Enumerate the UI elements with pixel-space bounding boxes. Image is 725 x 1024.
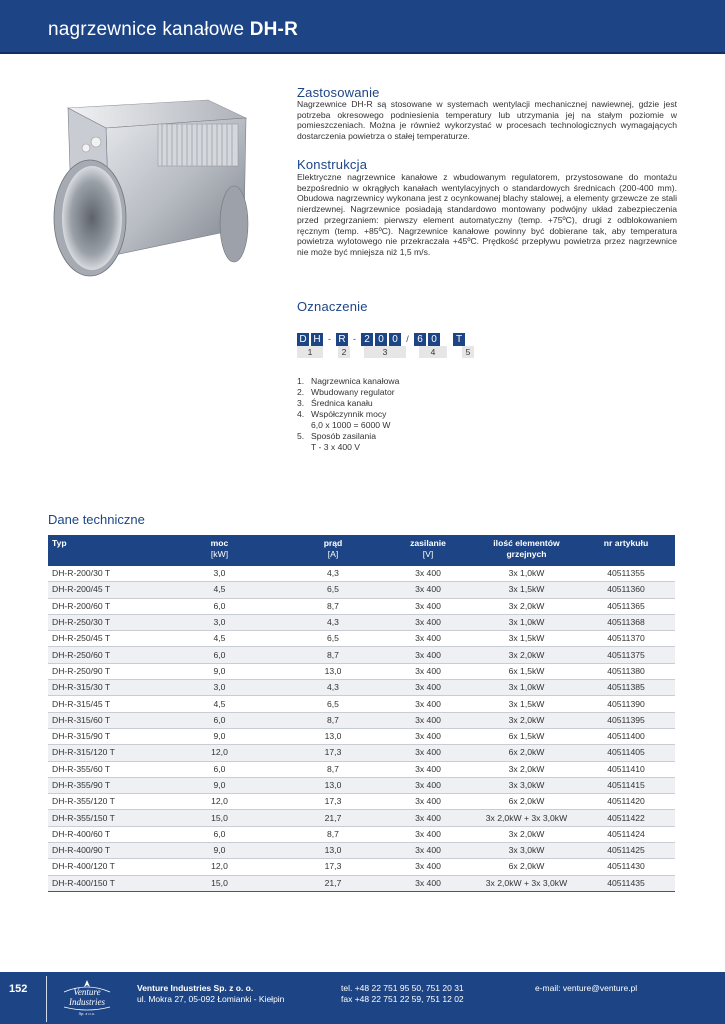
table-row	[48, 826, 675, 842]
table-cell: 6,0	[153, 598, 286, 614]
legend-item: 2. Wbudowany regulator	[297, 387, 395, 397]
table-cell: DH-R-355/150 T	[48, 810, 153, 826]
table-cell: 3x 1,5kW	[476, 696, 577, 712]
table-row	[48, 761, 675, 777]
table-cell: 3x 2,0kW + 3x 3,0kW	[476, 810, 577, 826]
table-cell: 3x 400	[380, 843, 476, 859]
table-cell: 6,5	[286, 696, 380, 712]
page-title-light: nagrzewnice kanałowe	[48, 19, 245, 40]
page-number: 152	[9, 983, 28, 995]
table-cell: 6,0	[153, 761, 286, 777]
section-text-konstrukcja: Elektryczne nagrzewnice kanałowe z wbudowanym regulatorem, przystosowane do montażu bezpośrednio w okrągłych kanałach wentylacyjnych o standardowych średnicach (200-400 mm). Obudowa nagrzewnicy wykonana jest z ocynkowanej blachy stalowej, a elementy grzewcze ze stali nierdzewnej. Nagrzewnice posiadają standardowo montowany podwójny układ zabezpieczenia przed przegrzaniem: pierwszy element automatyczny (temp. +75ºC), drugi z odblokowaniem ręcznym (temp. +85ºC). Nagrzewnice kanałowe powinny być dobierane tak, aby temperatura powietrza wylotowego nie przekraczała +45ºC. Prędkość przepływu powietrza przez nagrzewnice nie może być mniejsza niż 1,5 m/s.	[297, 172, 677, 257]
designation-code	[297, 332, 467, 346]
table-cell: 17,3	[286, 794, 380, 810]
table-cell: 13,0	[286, 728, 380, 744]
column-header-prad: prąd [A]	[286, 535, 380, 566]
table-cell: DH-R-400/150 T	[48, 875, 153, 891]
section-heading-zastosowanie: Zastosowanie	[297, 85, 380, 100]
table-cell: 17,3	[286, 859, 380, 875]
table-cell: 6,5	[286, 582, 380, 598]
page-footer	[0, 972, 725, 1024]
code-separator: -	[328, 334, 331, 344]
table-cell: DH-R-200/45 T	[48, 582, 153, 598]
table-cell: 3x 400	[380, 810, 476, 826]
table-cell: DH-R-355/120 T	[48, 794, 153, 810]
table-cell: 40511422	[577, 810, 675, 826]
code-box: R	[336, 333, 348, 346]
table-cell: 13,0	[286, 663, 380, 679]
table-cell: DH-R-250/45 T	[48, 631, 153, 647]
table-cell: 3x 400	[380, 794, 476, 810]
table-row	[48, 566, 675, 582]
table-cell: 12,0	[153, 794, 286, 810]
column-header-moc: moc [kW]	[153, 535, 286, 566]
table-cell: DH-R-315/60 T	[48, 712, 153, 728]
venture-logo	[56, 978, 118, 1018]
table-cell: 3x 1,5kW	[476, 582, 577, 598]
code-number: 2	[338, 346, 350, 358]
column-header-zasilanie: zasilanie [V]	[380, 535, 476, 566]
table-body	[48, 566, 675, 891]
table-cell: DH-R-250/30 T	[48, 614, 153, 630]
tech-data-table	[48, 535, 675, 892]
table-cell: 4,3	[286, 566, 380, 582]
designation-numbers	[297, 346, 497, 358]
table-cell: 9,0	[153, 663, 286, 679]
table-cell: 3x 3,0kW	[476, 843, 577, 859]
code-box: 0	[428, 333, 440, 346]
table-cell: 40511435	[577, 875, 675, 891]
legend-subitem: 6,0 x 1000 = 6000 W	[311, 420, 391, 430]
table-cell: 40511390	[577, 696, 675, 712]
table-cell: 4,3	[286, 680, 380, 696]
table-cell: 40511420	[577, 794, 675, 810]
table-cell: 6,0	[153, 712, 286, 728]
table-row	[48, 745, 675, 761]
table-cell: DH-R-400/90 T	[48, 843, 153, 859]
table-row	[48, 794, 675, 810]
table-header-row	[48, 535, 675, 566]
table-cell: 17,3	[286, 745, 380, 761]
table-cell: 3x 2,0kW	[476, 647, 577, 663]
table-cell: 4,5	[153, 582, 286, 598]
section-heading-oznaczenie: Oznaczenie	[297, 299, 368, 314]
page-title	[48, 19, 298, 41]
table-cell: 3,0	[153, 566, 286, 582]
svg-text:Venture: Venture	[73, 987, 101, 997]
table-cell: 6x 1,5kW	[476, 728, 577, 744]
table-row	[48, 696, 675, 712]
table-cell: 3x 400	[380, 696, 476, 712]
table-cell: 3x 3,0kW	[476, 777, 577, 793]
table-cell: 13,0	[286, 843, 380, 859]
table-cell: 3x 1,0kW	[476, 680, 577, 696]
column-header-typ: Typ	[48, 535, 153, 566]
table-cell: 3x 400	[380, 761, 476, 777]
tech-data-heading: Dane techniczne	[48, 512, 145, 527]
table-cell: DH-R-355/90 T	[48, 777, 153, 793]
table-cell: 3x 400	[380, 598, 476, 614]
table-cell: 3x 1,0kW	[476, 614, 577, 630]
product-photo	[38, 96, 288, 281]
table-cell: DH-R-400/120 T	[48, 859, 153, 875]
table-cell: 3x 400	[380, 582, 476, 598]
table-cell: 3x 400	[380, 614, 476, 630]
svg-text:Sp. z o.o.: Sp. z o.o.	[78, 1011, 96, 1016]
company-name: Venture Industries Sp. z o. o.	[137, 983, 254, 993]
table-cell: 40511400	[577, 728, 675, 744]
column-header-elementy: ilość elementów grzejnych	[476, 535, 577, 566]
table-cell: 6,0	[153, 647, 286, 663]
table-cell: 3,0	[153, 680, 286, 696]
table-cell: 40511360	[577, 582, 675, 598]
table-cell: 6,5	[286, 631, 380, 647]
table-cell: 3x 2,0kW	[476, 761, 577, 777]
table-cell: 40511380	[577, 663, 675, 679]
table-row	[48, 875, 675, 891]
table-row	[48, 582, 675, 598]
table-row	[48, 712, 675, 728]
company-email: e-mail: venture@venture.pl	[535, 983, 638, 993]
table-cell: 3x 400	[380, 566, 476, 582]
table-row	[48, 647, 675, 663]
table-cell: 3x 400	[380, 663, 476, 679]
table-cell: 40511368	[577, 614, 675, 630]
table-cell: 40511424	[577, 826, 675, 842]
table-cell: 3x 400	[380, 631, 476, 647]
table-cell: 21,7	[286, 810, 380, 826]
code-box: H	[311, 333, 323, 346]
table-cell: 3x 1,5kW	[476, 631, 577, 647]
page-title-bold: DH-R	[249, 19, 299, 40]
company-fax: fax +48 22 751 22 59, 751 12 02	[341, 994, 464, 1004]
table-cell: 3x 400	[380, 712, 476, 728]
table-row	[48, 728, 675, 744]
table-cell: 3x 400	[380, 826, 476, 842]
footer-divider	[46, 976, 47, 1022]
table-cell: DH-R-250/90 T	[48, 663, 153, 679]
table-cell: 3x 2,0kW + 3x 3,0kW	[476, 875, 577, 891]
table-cell: 12,0	[153, 859, 286, 875]
table-cell: 40511395	[577, 712, 675, 728]
code-separator: -	[353, 334, 356, 344]
table-cell: 3x 2,0kW	[476, 598, 577, 614]
legend-item: 3. Średnica kanału	[297, 398, 373, 408]
code-number: 1	[297, 346, 323, 358]
table-cell: 3,0	[153, 614, 286, 630]
table-cell: 40511375	[577, 647, 675, 663]
code-box: 0	[389, 333, 401, 346]
table-cell: 8,7	[286, 647, 380, 663]
table-cell: 40511385	[577, 680, 675, 696]
table-cell: 13,0	[286, 777, 380, 793]
table-row	[48, 843, 675, 859]
table-cell: 15,0	[153, 810, 286, 826]
table-cell: DH-R-315/120 T	[48, 745, 153, 761]
table-cell: 21,7	[286, 875, 380, 891]
table-row	[48, 598, 675, 614]
table-cell: 40511365	[577, 598, 675, 614]
table-cell: 3x 400	[380, 777, 476, 793]
table-cell: 40511370	[577, 631, 675, 647]
table-row	[48, 859, 675, 875]
table-cell: 40511425	[577, 843, 675, 859]
table-cell: 40511355	[577, 566, 675, 582]
table-row	[48, 680, 675, 696]
table-row	[48, 631, 675, 647]
table-cell: 4,5	[153, 631, 286, 647]
header-rule	[0, 52, 725, 54]
table-cell: 3x 2,0kW	[476, 826, 577, 842]
designation-legend	[297, 376, 399, 453]
table-cell: DH-R-200/60 T	[48, 598, 153, 614]
table-cell: 3x 400	[380, 859, 476, 875]
table-cell: DH-R-250/60 T	[48, 647, 153, 663]
table-cell: 40511415	[577, 777, 675, 793]
heatsink-fins	[158, 124, 238, 166]
table-cell: 4,5	[153, 696, 286, 712]
table-cell: 6x 2,0kW	[476, 745, 577, 761]
code-separator: /	[406, 334, 409, 344]
table-cell: DH-R-315/45 T	[48, 696, 153, 712]
code-number: 5	[462, 346, 474, 358]
table-cell: 6x 2,0kW	[476, 859, 577, 875]
table-cell: 8,7	[286, 598, 380, 614]
table-row	[48, 810, 675, 826]
company-phone: tel. +48 22 751 95 50, 751 20 31	[341, 983, 464, 993]
table-cell: 8,7	[286, 712, 380, 728]
table-cell: DH-R-400/60 T	[48, 826, 153, 842]
code-box: T	[453, 333, 465, 346]
svg-text:Industries: Industries	[69, 997, 105, 1007]
table-cell: 3x 400	[380, 728, 476, 744]
legend-item: 4. Współczynnik mocy	[297, 409, 387, 419]
column-header-artykul: nr artykułu	[577, 535, 675, 566]
table-cell: 6x 2,0kW	[476, 794, 577, 810]
legend-subitem: T - 3 x 400 V	[311, 442, 361, 452]
table-cell: 4,3	[286, 614, 380, 630]
table-cell: 40511405	[577, 745, 675, 761]
table-cell: 9,0	[153, 777, 286, 793]
table-cell: 3x 1,0kW	[476, 566, 577, 582]
table-cell: DH-R-355/60 T	[48, 761, 153, 777]
table-row	[48, 663, 675, 679]
page-header	[0, 0, 725, 52]
company-address: ul. Mokra 27, 05-092 Łomianki - Kiełpin	[137, 994, 285, 1004]
section-heading-konstrukcja: Konstrukcja	[297, 157, 368, 172]
code-number: 4	[419, 346, 447, 358]
section-text-zastosowanie: Nagrzewnice DH-R są stosowane w systemach wentylacji mechanicznej nawiewnej, gdzie jest potrzeba okresowego podniesienia temperatury lub utrzymania jej na stałym poziomie w pomieszczeniach. Można je również wykorzystać w procesach technologicznych wymagających dostarczenia powietrza o stałej temperaturze.	[297, 99, 677, 142]
table-cell: 6,0	[153, 826, 286, 842]
code-box: 2	[361, 333, 373, 346]
table-cell: 3x 400	[380, 875, 476, 891]
table-cell: DH-R-200/30 T	[48, 566, 153, 582]
code-box: D	[297, 333, 309, 346]
table-cell: 3x 400	[380, 680, 476, 696]
table-cell: 9,0	[153, 728, 286, 744]
code-number: 3	[364, 346, 406, 358]
table-cell: 6x 1,5kW	[476, 663, 577, 679]
table-cell: 3x 400	[380, 745, 476, 761]
table-cell: 8,7	[286, 761, 380, 777]
table-row	[48, 614, 675, 630]
table-cell: 12,0	[153, 745, 286, 761]
table-cell: 3x 400	[380, 647, 476, 663]
table-cell: 15,0	[153, 875, 286, 891]
table-cell: 40511430	[577, 859, 675, 875]
table-cell: 40511410	[577, 761, 675, 777]
table-cell: DH-R-315/90 T	[48, 728, 153, 744]
table-cell: 3x 2,0kW	[476, 712, 577, 728]
table-cell: DH-R-315/30 T	[48, 680, 153, 696]
table-row	[48, 777, 675, 793]
table-cell: 9,0	[153, 843, 286, 859]
table-cell: 8,7	[286, 826, 380, 842]
legend-item: 5. Sposób zasilania	[297, 431, 376, 441]
legend-item: 1. Nagrzewnica kanałowa	[297, 376, 400, 386]
code-box: 6	[414, 333, 426, 346]
code-box: 0	[375, 333, 387, 346]
